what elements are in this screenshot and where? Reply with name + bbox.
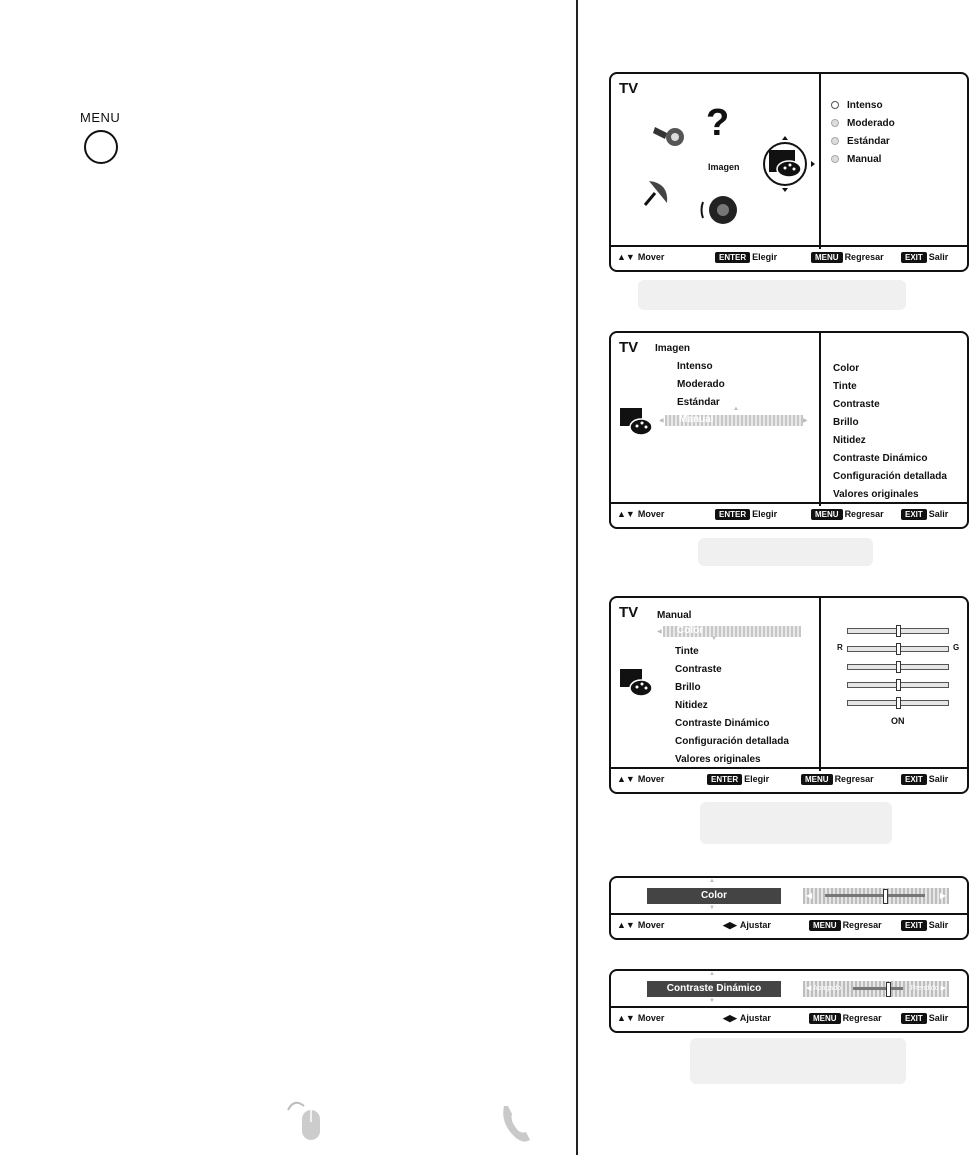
mode-item: Moderado xyxy=(677,379,725,390)
dynamic-contrast-slider-knob[interactable] xyxy=(886,982,891,997)
option-item: Contraste xyxy=(833,399,880,410)
caption-placeholder xyxy=(698,538,873,566)
left-right-arrows-icon: ◀▶ xyxy=(723,920,737,930)
mode-item: Intenso xyxy=(677,361,713,372)
right-arrow-icon: ▶ xyxy=(803,418,808,424)
up-down-arrows-icon: ▲▼ xyxy=(617,252,635,262)
picture-palette-icon xyxy=(619,407,653,442)
up-arrow-icon: ▲ xyxy=(733,406,739,412)
setting-item: Nitidez xyxy=(675,700,708,711)
mode-item: Estándar xyxy=(677,397,720,408)
screen3-footer: ▲▼ Mover ENTER Elegir MENU Regresar EXIT Salir xyxy=(611,767,967,792)
dynamic-contrast-value: ON xyxy=(891,716,905,726)
color-adjust-bar xyxy=(609,876,969,940)
option-item: Brillo xyxy=(833,417,859,428)
option-item: Valores originales xyxy=(833,489,919,500)
up-arrow-icon: ▲ xyxy=(709,971,715,977)
down-arrow-icon: ▼ xyxy=(709,998,715,1004)
selected-setting-row[interactable]: Color xyxy=(663,626,801,637)
setting-item: Contraste xyxy=(675,664,722,675)
mode-radio-icon xyxy=(831,119,839,127)
menu-button-label: MENU xyxy=(80,110,121,125)
dynamic-contrast-slider[interactable]: ◀ Apagado Prendido ▶ xyxy=(803,981,949,997)
screen-picture-menu xyxy=(609,331,969,529)
up-down-arrows-icon: ▲▼ xyxy=(617,920,635,930)
dynamic-contrast-adjust-bar xyxy=(609,969,969,1033)
option-item: Color xyxy=(833,363,860,374)
setup-tools-icon xyxy=(651,119,687,154)
sharpness-level-bar xyxy=(847,700,949,706)
tint-level-bar xyxy=(847,646,949,652)
screen2-title: Imagen xyxy=(655,343,691,354)
satellite-dish-icon xyxy=(643,177,673,212)
tv-label: TV xyxy=(619,339,639,356)
up-down-arrows-icon: ▲▼ xyxy=(617,1013,635,1023)
mode-radio-icon xyxy=(831,101,839,109)
setting-item: Valores originales xyxy=(675,754,761,765)
setting-item: Contraste Dinámico xyxy=(675,718,770,729)
tint-right-label: G xyxy=(953,643,960,652)
tv-label: TV xyxy=(619,80,639,97)
picture-palette-icon xyxy=(619,668,653,703)
screen3-title: Manual xyxy=(657,610,692,621)
mode-radio-icon xyxy=(831,137,839,145)
option-item: Nitidez xyxy=(833,435,866,446)
picture-palette-icon-selected[interactable] xyxy=(759,134,819,203)
bar5-footer: ▲▼ Mover ◀▶ Ajustar MENU Regresar EXIT Salir xyxy=(611,1006,967,1031)
screen-main-menu xyxy=(609,72,969,272)
color-level-bar xyxy=(847,628,949,634)
screen3-divider xyxy=(819,598,821,771)
up-down-arrows-icon: ▲▼ xyxy=(617,774,635,784)
left-arrow-icon: ◀ xyxy=(657,629,662,635)
setting-item: Tinte xyxy=(675,646,699,657)
left-arrow-icon: ◀ xyxy=(659,418,664,424)
mode-item: Moderado xyxy=(831,118,895,129)
page-divider-line xyxy=(576,0,578,1155)
up-down-arrows-icon: ▲▼ xyxy=(617,509,635,519)
mode-item: Manual xyxy=(831,154,881,165)
screen2-divider xyxy=(819,333,821,506)
mouse-icon xyxy=(284,1098,324,1151)
caption-placeholder xyxy=(700,802,892,844)
mode-radio-icon xyxy=(831,155,839,163)
color-adjust-slider[interactable]: ◀ ▶ xyxy=(803,888,949,904)
tint-left-label: R xyxy=(837,643,843,652)
menu-button-circle-icon xyxy=(84,130,118,164)
contrast-level-bar xyxy=(847,664,949,670)
option-item: Contraste Dinámico xyxy=(833,453,928,464)
up-arrow-icon: ▲ xyxy=(709,878,715,884)
caption-placeholder xyxy=(638,280,906,310)
help-question-icon: ? xyxy=(706,102,730,144)
left-right-arrows-icon: ◀▶ xyxy=(723,1013,737,1023)
screen-manual-menu xyxy=(609,596,969,794)
brightness-level-bar xyxy=(847,682,949,688)
tv-label: TV xyxy=(619,604,639,621)
mode-item: Intenso xyxy=(831,100,883,111)
phone-icon xyxy=(498,1100,538,1151)
speaker-audio-icon xyxy=(699,192,739,233)
setting-item: Configuración detallada xyxy=(675,736,789,747)
dynamic-contrast-label: Contraste Dinámico xyxy=(647,981,781,997)
on-label: Prendido xyxy=(910,985,939,992)
option-item: Configuración detallada xyxy=(833,471,947,482)
mode-item: Estándar xyxy=(831,136,890,147)
setting-item: Brillo xyxy=(675,682,701,693)
screen1-center-label: Imagen xyxy=(708,162,740,172)
screen1-footer: ▲▼ Mover ENTER Elegir MENU Regresar EXIT Salir xyxy=(611,245,967,270)
down-arrow-icon: ▼ xyxy=(711,636,717,642)
selected-mode-row[interactable]: Manual xyxy=(665,415,803,426)
screen2-footer: ▲▼ Mover ENTER Elegir MENU Regresar EXIT Salir xyxy=(611,502,967,527)
caption-placeholder xyxy=(690,1038,906,1084)
option-item: Tinte xyxy=(833,381,857,392)
color-adjust-label: Color xyxy=(647,888,781,904)
down-arrow-icon: ▼ xyxy=(709,905,715,911)
off-label: Apagado xyxy=(812,985,841,992)
color-slider-knob[interactable] xyxy=(883,889,888,904)
screen1-divider xyxy=(819,74,821,249)
bar4-footer: ▲▼ Mover ◀▶ Ajustar MENU Regresar EXIT Salir xyxy=(611,913,967,938)
